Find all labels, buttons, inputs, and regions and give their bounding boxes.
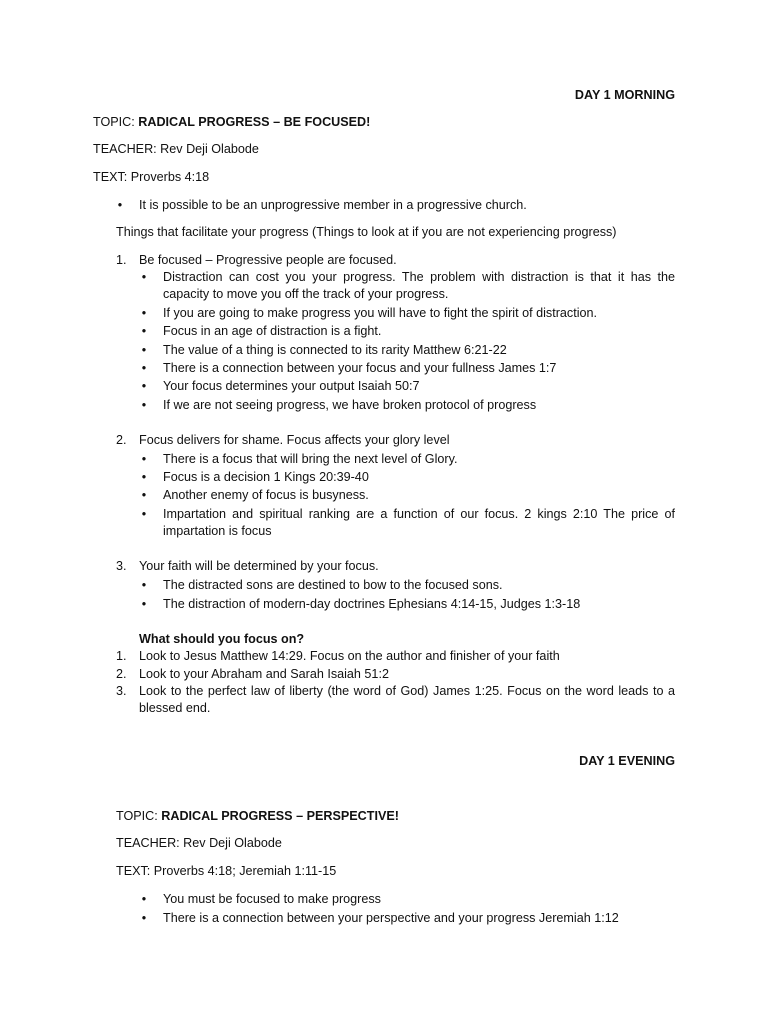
day1-morning-teacher: TEACHER: Rev Deji Olabode [93, 142, 259, 156]
point-1-bullet-7: If we are not seeing progress, we have broken protocol of progress [163, 398, 537, 412]
bullet-glyph: • [141, 398, 147, 412]
day1-morning-topic [93, 114, 370, 131]
point-1-number: 1. [116, 253, 127, 267]
focus-item-1-text: Look to Jesus Matthew 14:29. Focus on the author and finisher of your faith [139, 649, 560, 663]
day1-evening-text: TEXT: Proverbs 4:18; Jeremiah 1:11-15 [116, 864, 337, 878]
bullet-glyph: • [141, 507, 147, 521]
point-3-bullet-1: The distracted sons are destined to bow to the focused sons. [163, 578, 503, 592]
evening-bullet-1: You must be focused to make progress [163, 892, 381, 906]
point-1-bullet-4: The value of a thing is connected to its rarity Matthew 6:21-22 [163, 343, 507, 357]
point-1-bullet-5: There is a connection between your focus and your fullness James 1:7 [163, 361, 557, 375]
focus-heading: What should you focus on? [139, 632, 305, 646]
topic-title: RADICAL PROGRESS – BE FOCUSED! [138, 115, 371, 129]
facilitate-line: Things that facilitate your progress (Things to look at if you are not experiencing progress) [116, 225, 617, 239]
focus-item-2-number: 2. [116, 667, 127, 681]
day1-evening-heading: DAY 1 EVENING [579, 754, 675, 768]
day1-morning-text: TEXT: Proverbs 4:18 [93, 170, 210, 184]
bullet-glyph: • [141, 488, 147, 502]
point-2-bullet-1: There is a focus that will bring the next level of Glory. [163, 452, 458, 466]
point-1-bullet-3: Focus in an age of distraction is a fight. [163, 324, 382, 338]
point-1-bullet-1: Distraction can cost you your progress. The problem with distraction is that it has the capacity to move you off the track of your progress. [163, 270, 675, 301]
bullet-glyph: • [141, 470, 147, 484]
point-2-number: 2. [116, 433, 127, 447]
topic-title: RADICAL PROGRESS – PERSPECTIVE! [161, 809, 399, 823]
topic-prefix: TOPIC: [116, 809, 162, 823]
bullet-glyph: • [117, 198, 123, 212]
day1-evening-topic [116, 808, 399, 825]
bullet-glyph: • [141, 578, 147, 592]
point-2-bullet-2: Focus is a decision 1 Kings 20:39-40 [163, 470, 369, 484]
point-1-bullet-2: If you are going to make progress you will have to fight the spirit of distraction. [163, 306, 598, 320]
focus-item-2-text: Look to your Abraham and Sarah Isaiah 51:2 [139, 667, 389, 681]
point-2-bullet-3: Another enemy of focus is busyness. [163, 488, 369, 502]
bullet-glyph: • [141, 361, 147, 375]
day1-morning-heading: DAY 1 MORNING [574, 88, 675, 102]
focus-item-1-number: 1. [116, 649, 127, 663]
point-3-text: Your faith will be determined by your focus. [139, 559, 379, 573]
topic-prefix: TOPIC: [93, 115, 139, 129]
point-3-bullet-2: The distraction of modern-day doctrines Ephesians 4:14-15, Judges 1:3-18 [163, 597, 581, 611]
point-1-bullet-6: Your focus determines your output Isaiah 50:7 [163, 379, 420, 393]
point-3-number: 3. [116, 559, 127, 573]
point-2-bullet-4: Impartation and spiritual ranking are a function of our focus. 2 kings 2:10 The price of impartation is focus [163, 507, 675, 538]
bullet-glyph: • [141, 597, 147, 611]
bullet-glyph: • [141, 379, 147, 393]
focus-item-3-text: Look to the perfect law of liberty (the word of God) James 1:25. Focus on the word leads to a blessed end. [139, 684, 675, 715]
bullet-glyph: • [141, 270, 147, 284]
day1-evening-teacher: TEACHER: Rev Deji Olabode [116, 836, 282, 850]
bullet-glyph: • [141, 343, 147, 357]
intro-bullet: It is possible to be an unprogressive member in a progressive church. [139, 198, 527, 212]
bullet-glyph: • [141, 306, 147, 320]
bullet-glyph: • [141, 911, 147, 925]
focus-item-3-number: 3. [116, 684, 127, 698]
point-1-text: Be focused – Progressive people are focused. [139, 253, 397, 267]
bullet-glyph: • [141, 452, 147, 466]
bullet-glyph: • [141, 892, 147, 906]
point-2-text: Focus delivers for shame. Focus affects your glory level [139, 433, 450, 447]
evening-bullet-2: There is a connection between your perspective and your progress Jeremiah 1:12 [163, 911, 619, 925]
bullet-glyph: • [141, 324, 147, 338]
